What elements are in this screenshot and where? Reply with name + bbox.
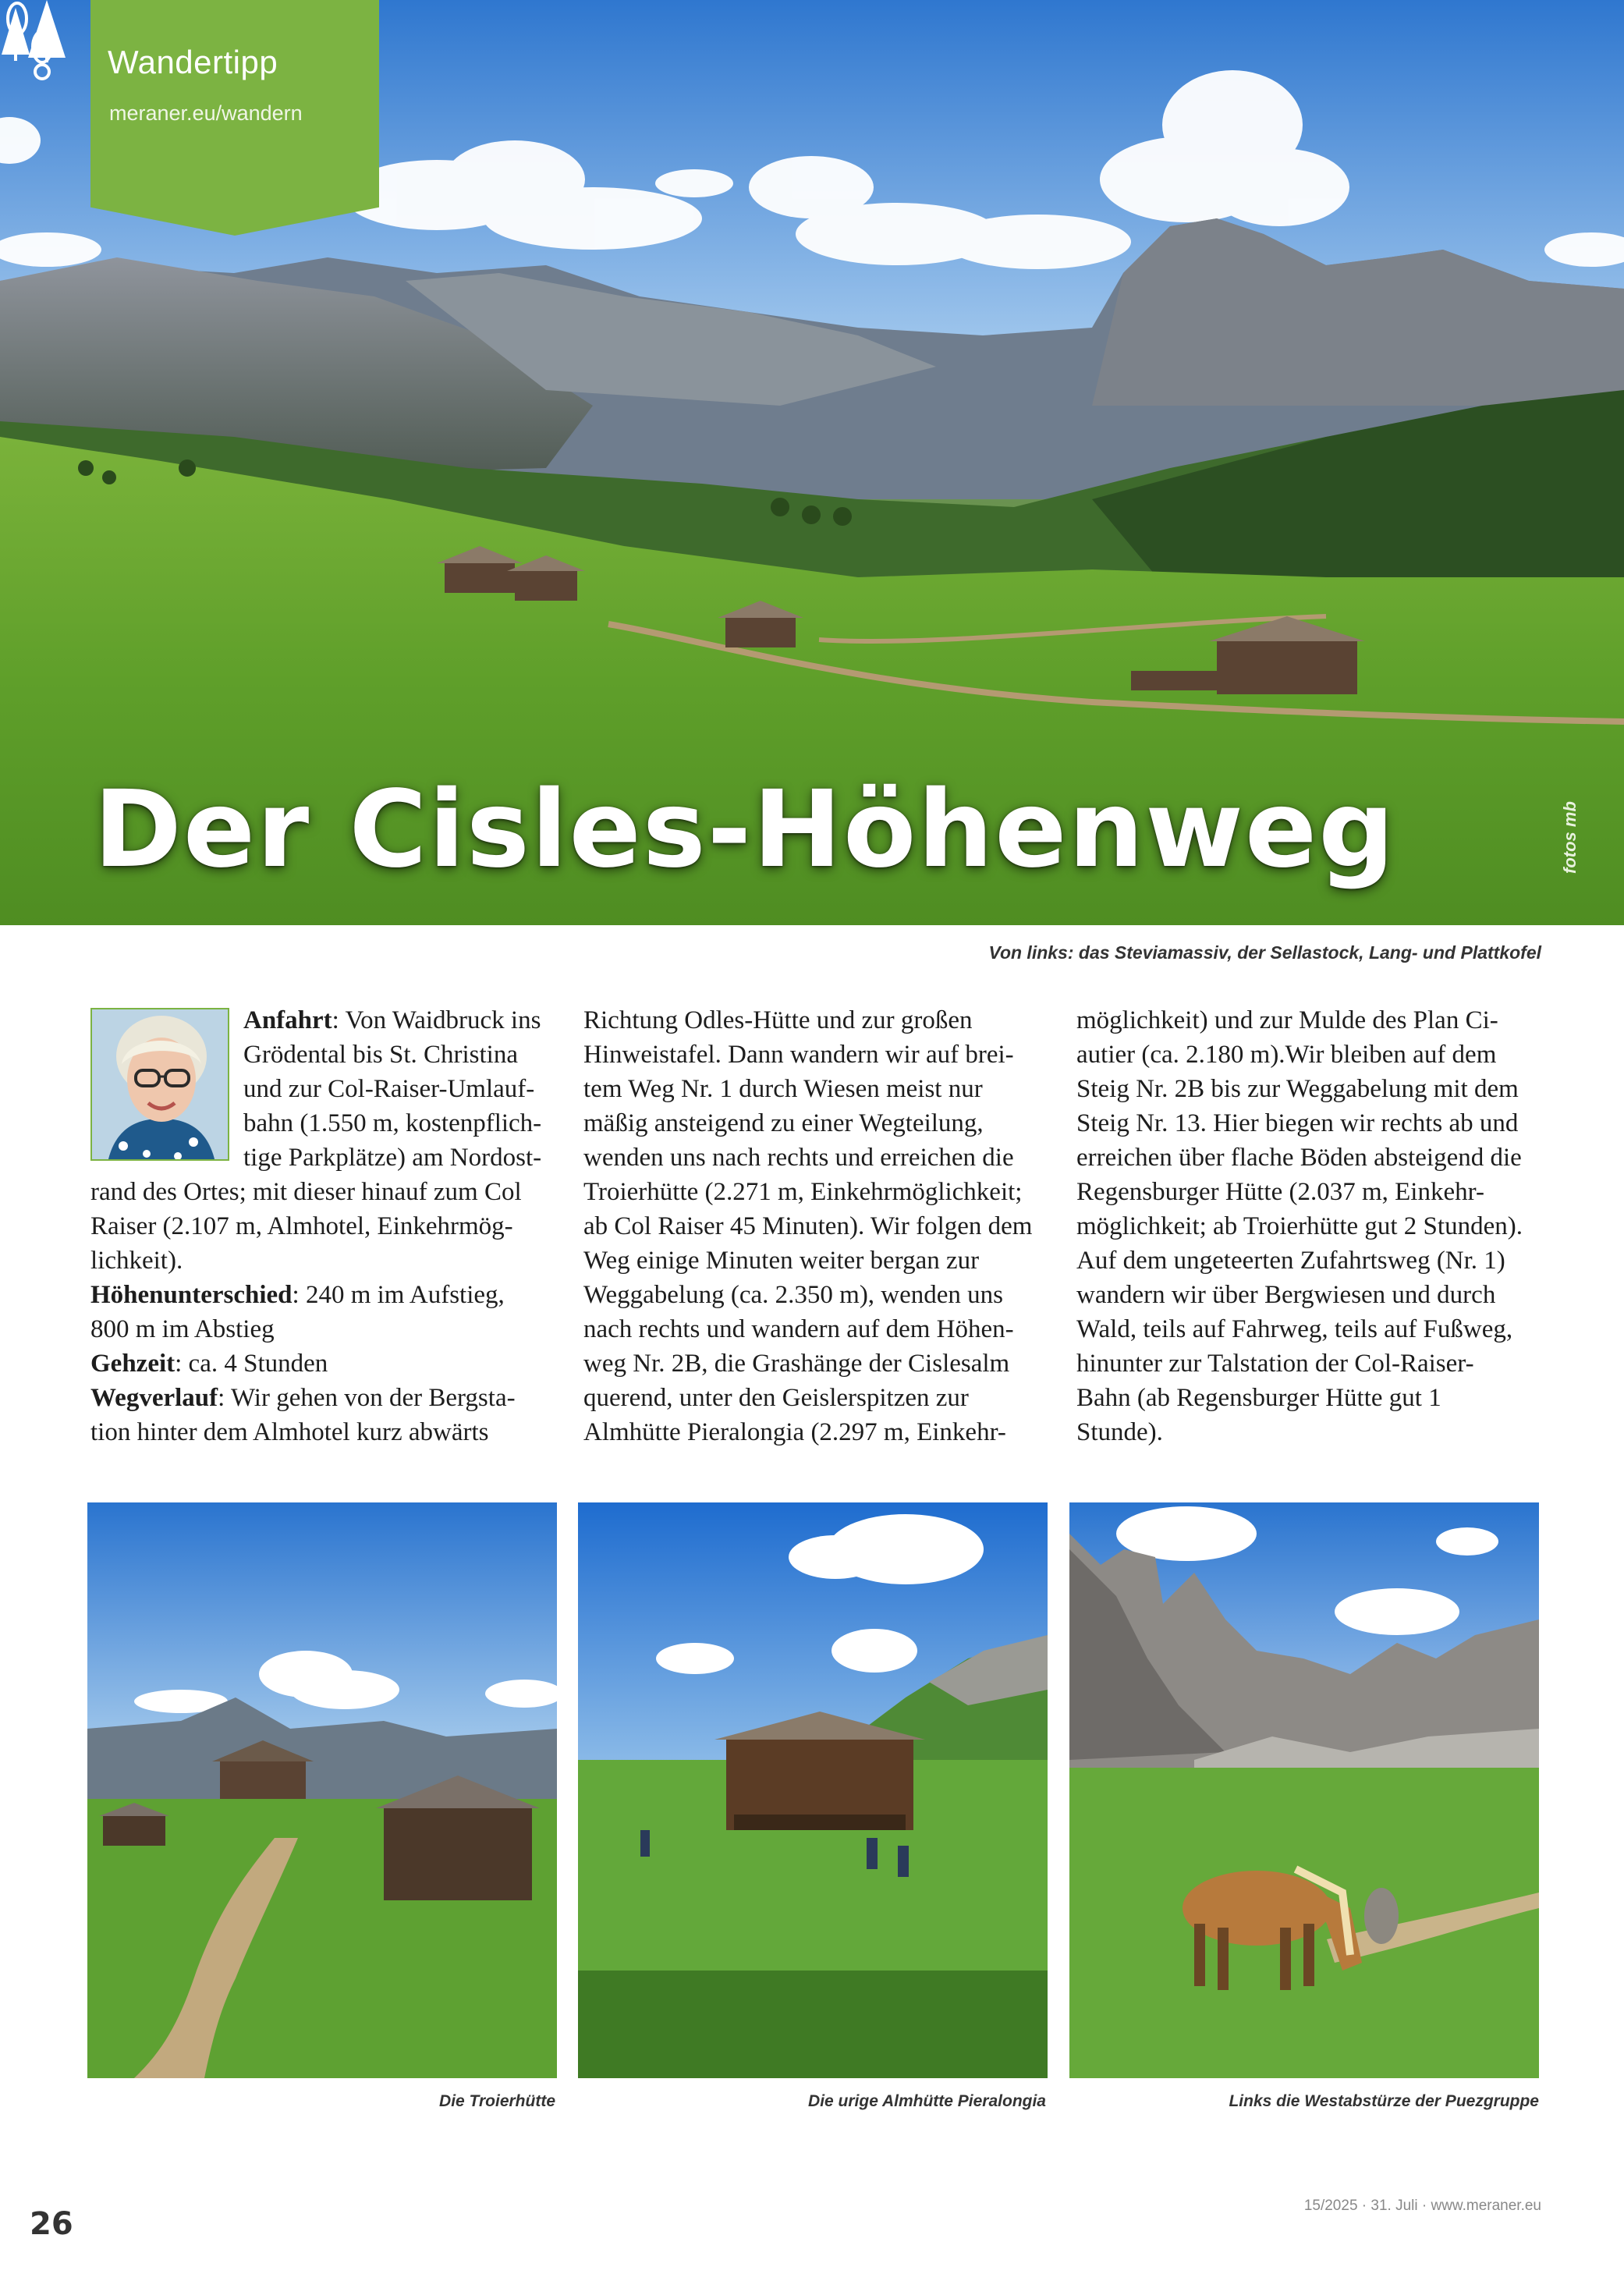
text-line: [1076, 1209, 1560, 1243]
section-label: Anfahrt: [243, 1006, 332, 1034]
hero-caption: Von links: das Steviamassiv, der Sellastock, Lang- und Plattkofel: [988, 942, 1541, 963]
footprints-icon: [0, 0, 62, 86]
text-run: weg Nr. 2B, die Grashänge der Cislesalm: [583, 1350, 1010, 1378]
text-run: tem Weg Nr. 1 durch Wiesen meist nur: [583, 1075, 983, 1103]
hero-image: [0, 0, 1624, 925]
text-run: hinunter zur Talstation der Col-Raiser-: [1076, 1350, 1474, 1378]
text-run: möglichkeit) und zur Mulde des Plan Ci-: [1076, 1006, 1498, 1034]
photo-caption-3: Links die Westabstürze der Puezgruppe: [1229, 2092, 1539, 2110]
text-run: tion hinter dem Almhotel kurz abwärts: [90, 1418, 489, 1446]
text-run: querend, unter den Geislerspitzen zur: [583, 1384, 969, 1412]
text-line: [90, 1175, 574, 1209]
text-line: [90, 1003, 574, 1038]
text-run: Steig Nr. 13. Hier biegen wir rechts ab und: [1076, 1109, 1519, 1137]
text-line: [583, 1415, 1067, 1449]
text-run: und zur Col-Raiser-Umlauf-: [243, 1075, 535, 1103]
section-label: Höhenunterschied: [90, 1281, 293, 1309]
text-line: [1076, 1312, 1560, 1346]
text-column-3: [1076, 1003, 1560, 1449]
issue-info: 15/2025 · 31. Juli · www.meraner.eu: [1303, 2198, 1541, 2214]
text-line: [583, 1003, 1067, 1038]
text-line: [1076, 1243, 1560, 1278]
category-url[interactable]: meraner.eu/wandern: [109, 101, 303, 125]
text-run: Raiser (2.107 m, Almhotel, Einkehrmög-: [90, 1212, 513, 1240]
text-run: wandern wir über Bergwiesen und durch: [1076, 1281, 1496, 1309]
text-line: [1076, 1038, 1560, 1072]
text-run: möglichkeit; ab Troierhütte gut 2 Stunden).: [1076, 1212, 1523, 1240]
text-run: 800 m im Abstieg: [90, 1315, 275, 1343]
text-run: ab Col Raiser 45 Minuten). Wir folgen dem: [583, 1212, 1033, 1240]
text-run: : Von Waidbruck ins: [332, 1006, 541, 1034]
text-line: [583, 1381, 1067, 1415]
text-line: [583, 1175, 1067, 1209]
text-run: Steig Nr. 2B bis zur Weggabelung mit dem: [1076, 1075, 1519, 1103]
text-run: Almhütte Pieralongia (2.297 m, Einkehr-: [583, 1418, 1006, 1446]
text-line: [583, 1278, 1067, 1312]
text-run: autier (ca. 2.180 m).Wir bleiben auf dem: [1076, 1041, 1497, 1069]
text-line: [1076, 1346, 1560, 1381]
photo-credit: fotos mb: [1560, 801, 1580, 874]
text-column-2: [583, 1003, 1067, 1449]
text-line: [90, 1415, 574, 1449]
text-run: erreichen über flache Böden absteigend die: [1076, 1144, 1522, 1172]
text-line: [90, 1140, 574, 1175]
text-line: [583, 1312, 1067, 1346]
photo-caption-1: Die Troierhütte: [439, 2092, 555, 2110]
text-line: [583, 1072, 1067, 1106]
text-line: [583, 1346, 1067, 1381]
text-run: Stunde).: [1076, 1418, 1163, 1446]
photo-caption-2: Die urige Almhütte Pieralongia: [808, 2092, 1046, 2110]
text-line: [1076, 1381, 1560, 1415]
text-line: [1076, 1140, 1560, 1175]
text-run: mäßig ansteigend zu einer Wegteilung,: [583, 1109, 984, 1137]
section-label: Gehzeit: [90, 1350, 176, 1378]
category-label: Wandertipp: [108, 44, 278, 80]
text-run: lichkeit).: [90, 1247, 183, 1275]
photo-puezgruppe-image: [1069, 1502, 1539, 2078]
text-run: Richtung Odles-Hütte und zur großen: [583, 1006, 973, 1034]
photo-puezgruppe: [1069, 1502, 1539, 2078]
text-line: [90, 1312, 574, 1346]
text-line: [90, 1106, 574, 1140]
text-line: [583, 1209, 1067, 1243]
text-run: : Wir gehen von der Bergsta-: [218, 1384, 516, 1412]
photo-pieralongia-image: [578, 1502, 1048, 2078]
text-run: Grödental bis St. Christina: [243, 1041, 518, 1069]
text-run: Wald, teils auf Fahrweg, teils auf Fußweg,: [1076, 1315, 1513, 1343]
headline: Der Cisles-Höhenweg: [94, 768, 1396, 892]
text-line: [90, 1038, 574, 1072]
page-number: 26: [30, 2206, 73, 2242]
text-line: [583, 1140, 1067, 1175]
photo-pieralongia: [578, 1502, 1048, 2078]
text-column-1: [90, 1003, 574, 1449]
section-label: Wegverlauf: [90, 1384, 218, 1412]
text-line: [1076, 1072, 1560, 1106]
text-line: [583, 1243, 1067, 1278]
text-run: nach rechts und wandern auf dem Höhen-: [583, 1315, 1014, 1343]
text-line: [1076, 1415, 1560, 1449]
photo-troierhuette: [87, 1502, 557, 2078]
text-run: Weg einige Minuten weiter bergan zur: [583, 1247, 980, 1275]
text-line: [90, 1278, 574, 1312]
text-run: wenden uns nach rechts und erreichen die: [583, 1144, 1014, 1172]
text-run: Regensburger Hütte (2.037 m, Einkehr-: [1076, 1178, 1484, 1206]
text-run: rand des Ortes; mit dieser hinauf zum Col: [90, 1178, 522, 1206]
text-line: [1076, 1175, 1560, 1209]
text-line: [90, 1346, 574, 1381]
text-line: [1076, 1106, 1560, 1140]
text-run: : ca. 4 Stunden: [175, 1350, 328, 1378]
text-run: Hinweistafel. Dann wandern wir auf brei-: [583, 1041, 1014, 1069]
text-line: [90, 1072, 574, 1106]
text-run: : 240 m im Aufstieg,: [292, 1281, 505, 1309]
text-run: bahn (1.550 m, kostenpflich-: [243, 1109, 542, 1137]
text-line: [583, 1106, 1067, 1140]
text-line: [90, 1243, 574, 1278]
text-run: Bahn (ab Regensburger Hütte gut 1: [1076, 1384, 1441, 1412]
text-run: tige Parkplätze) am Nordost-: [243, 1144, 542, 1172]
text-line: [1076, 1278, 1560, 1312]
text-line: [90, 1381, 574, 1415]
text-run: Weggabelung (ca. 2.350 m), wenden uns: [583, 1281, 1004, 1309]
text-run: Troierhütte (2.271 m, Einkehrmöglichkeit;: [583, 1178, 1023, 1206]
photo-troierhuette-image: [87, 1502, 557, 2078]
text-line: [90, 1209, 574, 1243]
text-line: [583, 1038, 1067, 1072]
text-run: Auf dem ungeteerten Zufahrtsweg (Nr. 1): [1076, 1247, 1505, 1275]
text-line: [1076, 1003, 1560, 1038]
